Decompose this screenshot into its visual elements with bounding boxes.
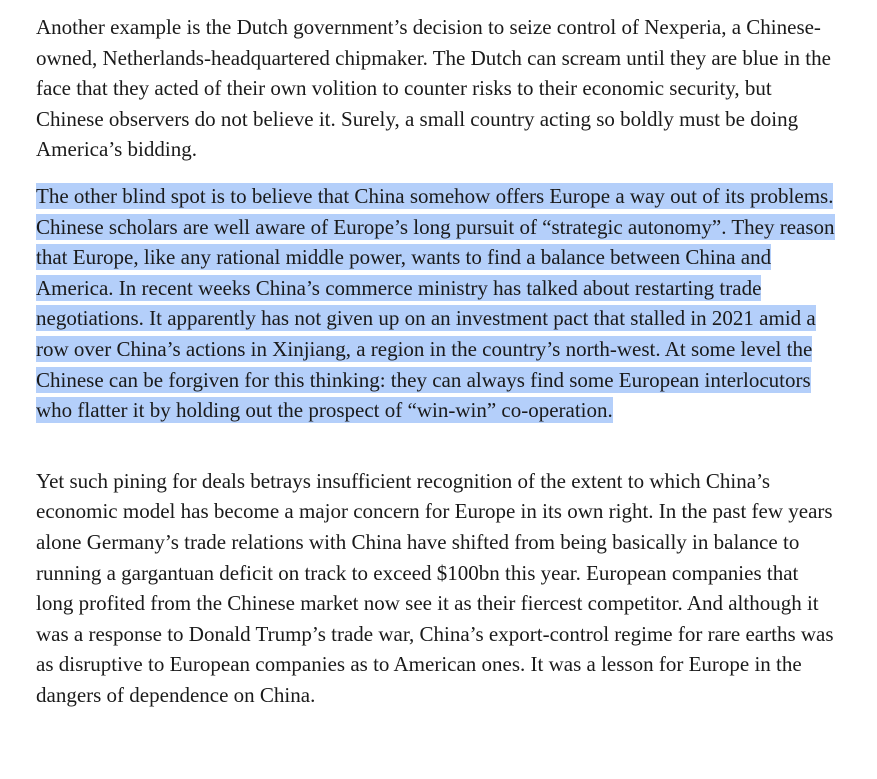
selected-text-highlight[interactable]: The other blind spot is to believe that China somehow offers Europe a way out of its problems. Chinese scholars are well aware of Europe’s long pursuit of “strategic autonomy”. They reason that Europe, like any rational middle power, wants to find a balance between China and America. In recent weeks China’s commerce ministry has talked about restarting trade negotiations. It apparently has not given up on an investment pact that stalled in 2021 amid a row over China’s actions in Xinjiang, a region in the country’s north-west. At some level the Chinese can be forgiven for this thinking: they can always find some European interlocutors who flatter it by holding out the prospect of “win-win” co-operation. (36, 183, 835, 423)
paragraph-text: Another example is the Dutch government’s decision to seize control of Nexperia, a Chinese-owned, Netherlands-headquartered chipmaker. The Dutch can scream until they are blue in the face that they acted of their own volition to counter risks to their economic security, but Chinese observers do not believe it. Surely, a small country acting so boldly must be doing America’s bidding. (36, 15, 831, 162)
paragraph-nexperia[interactable] (36, 12, 836, 165)
paragraph-text: Yet such pining for deals betrays insufficient recognition of the extent to which China’s economic model has become a major concern for Europe in its own right. In the past few years alone Germany’s trade relations with China have shifted from being basically in balance to running a gargantuan deficit on track to exceed $100bn this year. European companies that long profited from the Chinese market now see it as their fiercest competitor. And although it was a response to Donald Trump’s trade war, China’s export-control regime for rare earths was as disruptive to European companies as to American ones. It was a lesson for Europe in the dangers of dependence on China. (36, 468, 834, 707)
paragraph-blind-spot[interactable] (36, 181, 836, 426)
paragraph-economic-model[interactable] (36, 466, 836, 711)
